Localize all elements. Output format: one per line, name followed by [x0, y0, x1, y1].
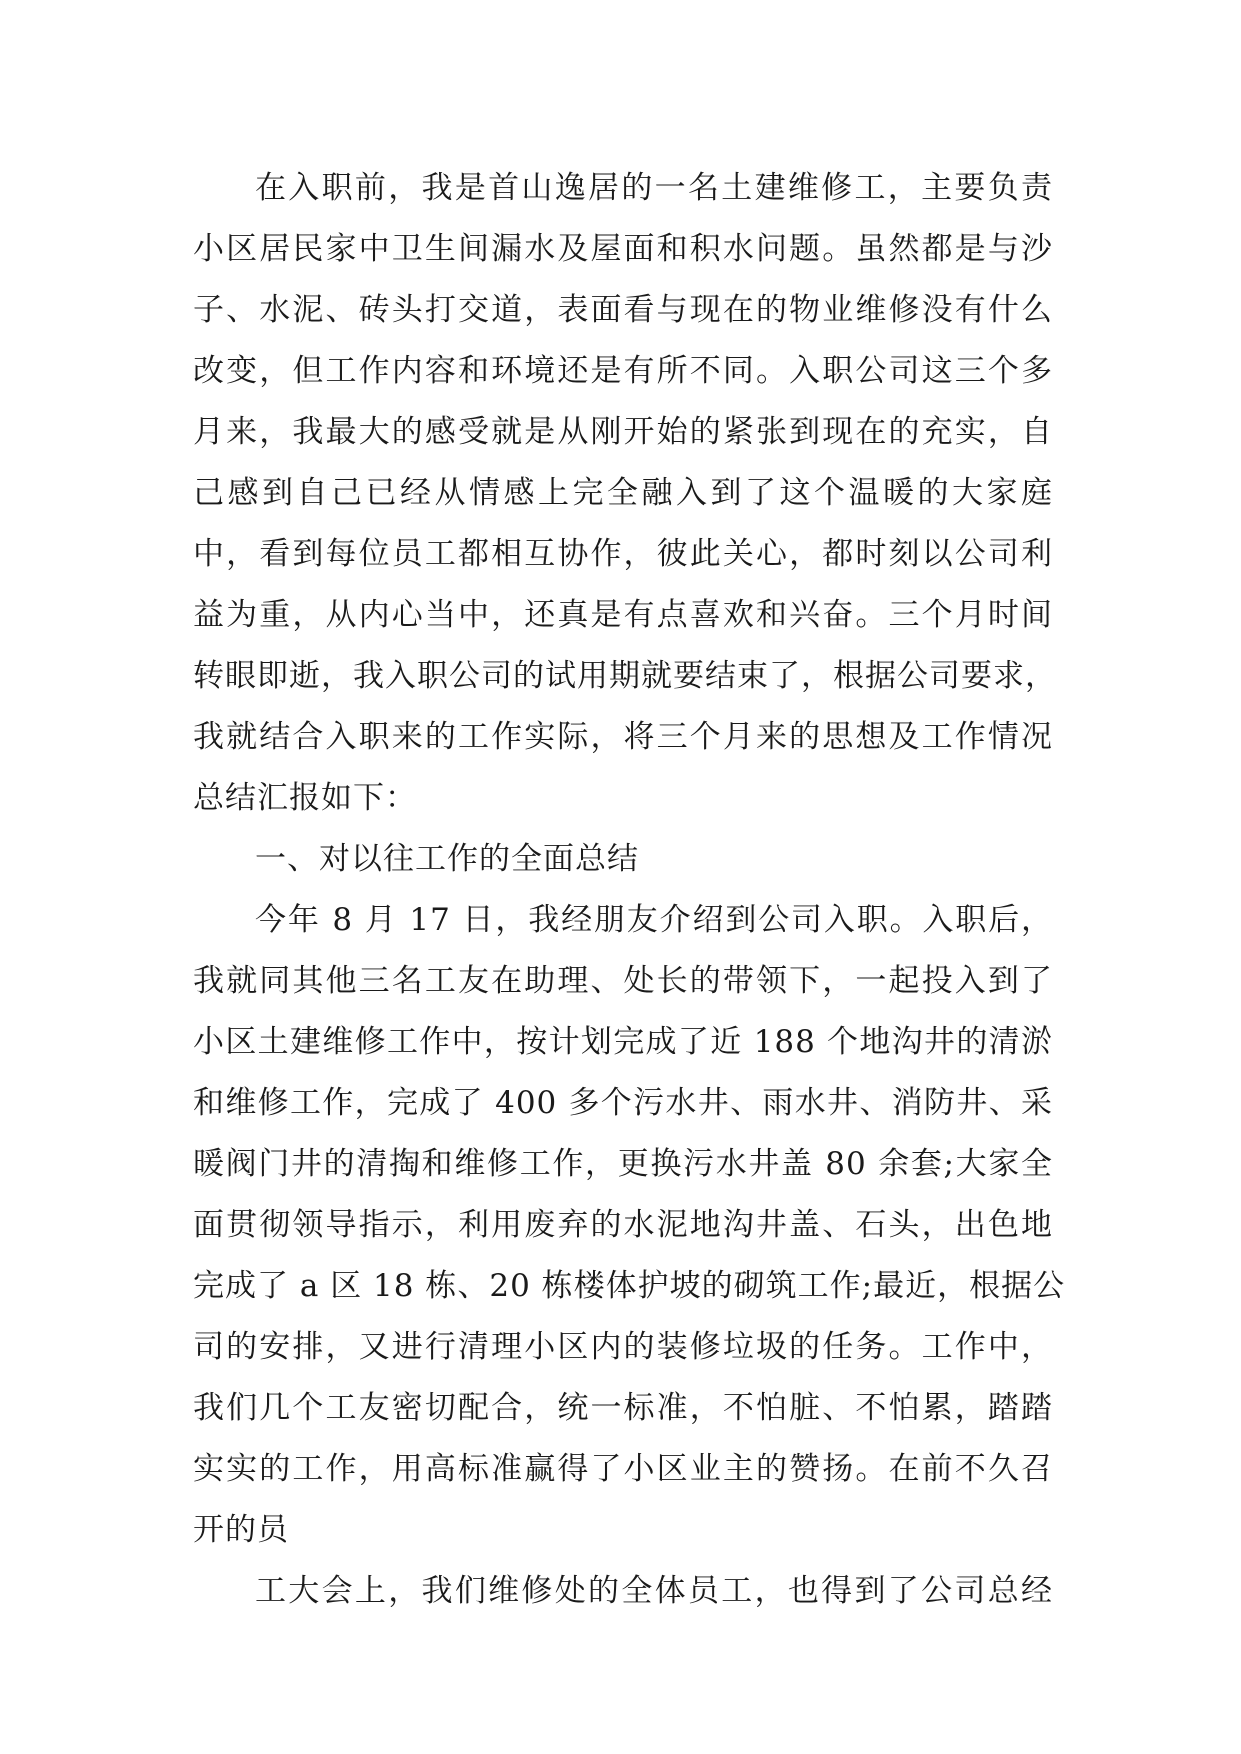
text-line: 改变，但工作内容和环境还是有所不同。入职公司这三个多	[193, 353, 1053, 389]
text-line: 今年 8 月 17 日，我经朋友介绍到公司入职。入职后，	[255, 902, 1053, 938]
section-heading: 一、对以往工作的全面总结	[255, 841, 639, 877]
text-line: 工大会上，我们维修处的全体员工，也得到了公司总经	[255, 1573, 1053, 1609]
paragraph-intro	[193, 158, 1057, 829]
text-line: 中，看到每位员工都相互协作，彼此关心，都时刻以公司利	[193, 536, 1053, 572]
text-line: 和维修工作，完成了 400 多个污水井、雨水井、消防井、采	[193, 1085, 1053, 1121]
paragraph-continuation	[193, 1561, 1053, 1622]
text-line: 小区土建维修工作中，按计划完成了近 188 个地沟井的清淤	[193, 1024, 1053, 1060]
text-line: 小区居民家中卫生间漏水及屋面和积水问题。虽然都是与沙	[193, 231, 1053, 267]
text-line: 在入职前，我是首山逸居的一名土建维修工，主要负责	[255, 170, 1053, 206]
text-line: 面贯彻领导指示，利用废弃的水泥地沟井盖、石头，出色地	[193, 1207, 1053, 1243]
text-line: 我就同其他三名工友在助理、处长的带领下，一起投入到了	[193, 963, 1053, 999]
document-body	[193, 158, 1066, 1622]
text-line: 完成了 a 区 18 栋、20 栋楼体护坡的砌筑工作;最近，根据公	[193, 1268, 1066, 1304]
text-line: 开的员	[193, 1512, 289, 1548]
text-line: 总结汇报如下：	[193, 780, 417, 816]
text-line: 子、水泥、砖头打交道，表面看与现在的物业维修没有什么	[193, 292, 1053, 328]
text-line: 暖阀门井的清掏和维修工作，更换污水井盖 80 余套;大家全	[193, 1146, 1053, 1182]
text-line: 己感到自己已经从情感上完全融入到了这个温暖的大家庭	[193, 475, 1053, 511]
text-line: 转眼即逝，我入职公司的试用期就要结束了，根据公司要求，	[193, 658, 1057, 694]
text-line: 益为重，从内心当中，还真是有点喜欢和兴奋。三个月时间	[193, 597, 1053, 633]
text-line: 司的安排，又进行清理小区内的装修垃圾的任务。工作中，	[193, 1329, 1053, 1365]
text-line: 月来，我最大的感受就是从刚开始的紧张到现在的充实，自	[193, 414, 1053, 450]
text-line: 实实的工作，用高标准赢得了小区业主的赞扬。在前不久召	[193, 1451, 1053, 1487]
paragraph-summary	[193, 890, 1066, 1561]
text-line: 我们几个工友密切配合，统一标准，不怕脏、不怕累，踏踏	[193, 1390, 1053, 1426]
text-line: 我就结合入职来的工作实际，将三个月来的思想及工作情况	[193, 719, 1053, 755]
